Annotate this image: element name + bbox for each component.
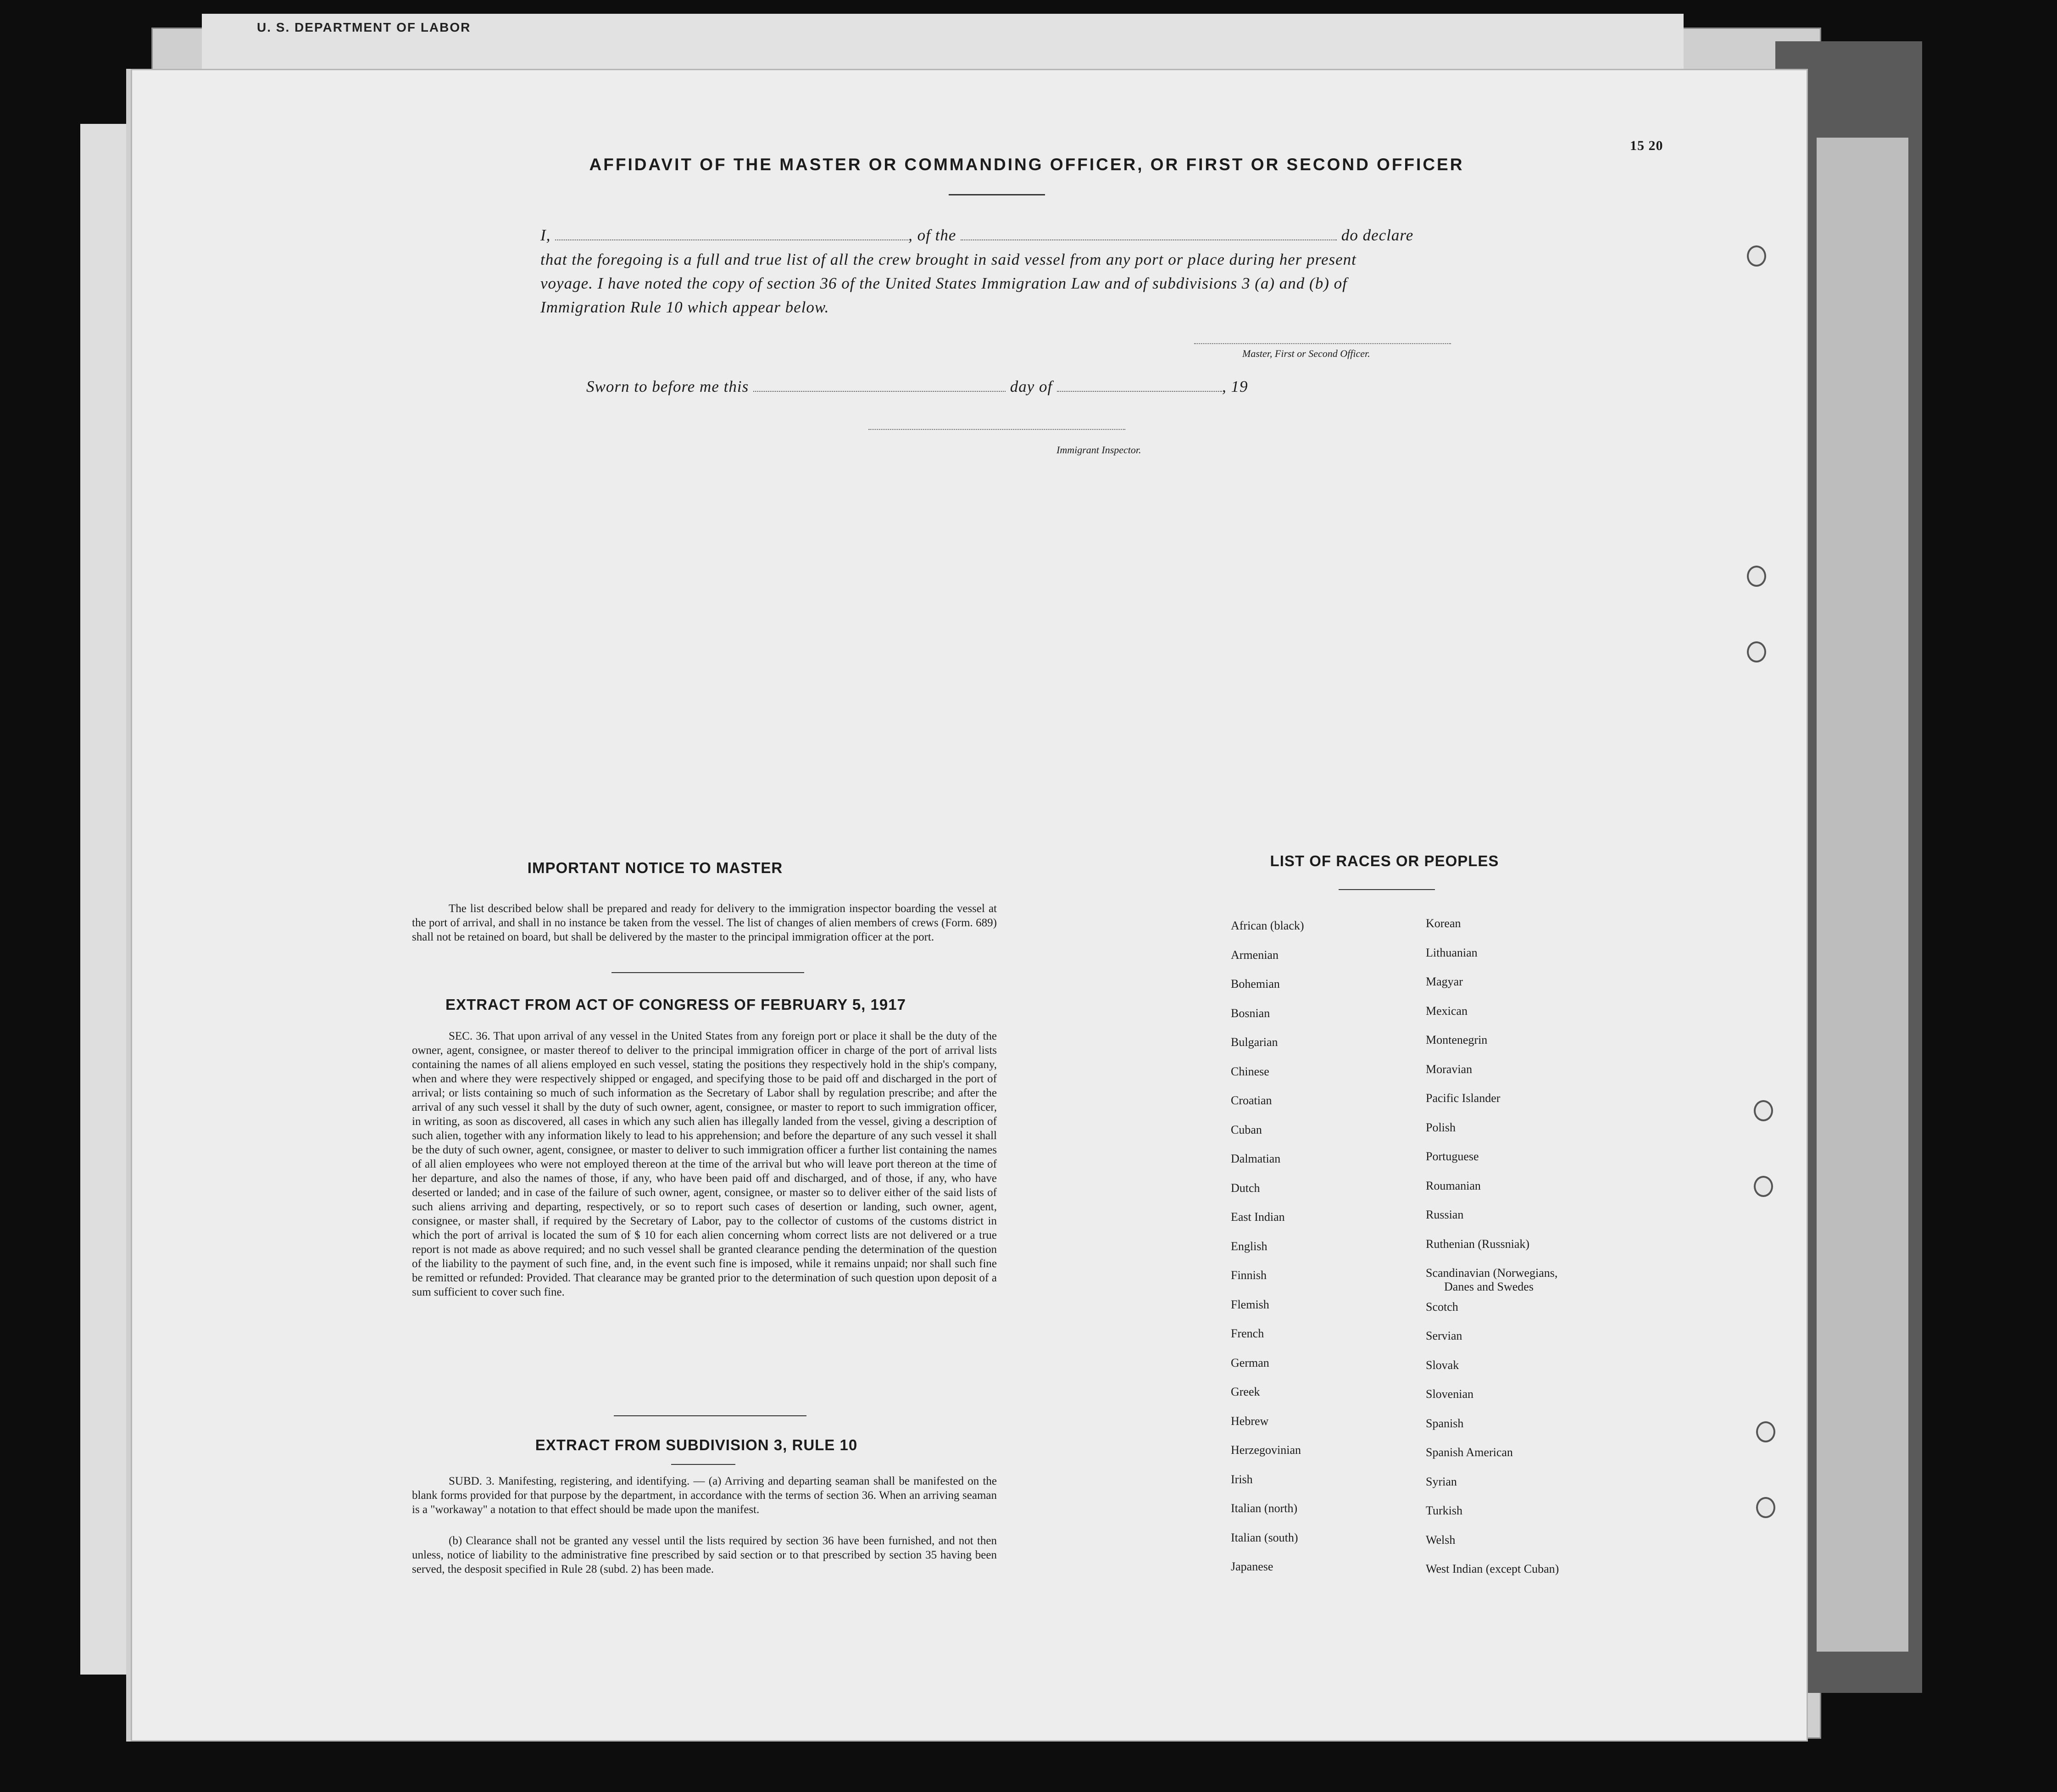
- race-item: Scandinavian (Norwegians,: [1426, 1266, 1558, 1280]
- race-item: East Indian: [1231, 1210, 1285, 1224]
- race-item: Roumanian: [1426, 1179, 1481, 1192]
- sworn-day-blank: [753, 391, 1006, 392]
- race-item: Slovak: [1426, 1358, 1459, 1372]
- rule-text-b: (b) Clearance shall not be granted any vessel until the lists required by section 36 have been furnished, and not then unless, notice of liability to the administrative fine prescribed by said section or to that prescribed by section 35 having been served, the desposit specified in Rule 28 (subd. 2) has been made.: [412, 1535, 997, 1575]
- affidavit-line-3: voyage. I have noted the copy of section 36 of the United States Immigration Law and of subdivisions 3 (a) and (b) of: [540, 274, 1347, 292]
- master-signature-line: [1194, 343, 1451, 344]
- notice-title: IMPORTANT NOTICE TO MASTER: [527, 859, 783, 876]
- binder-hole-icon: [1754, 1100, 1773, 1121]
- races-rule: [1339, 889, 1435, 890]
- race-item: Portuguese: [1426, 1150, 1479, 1163]
- race-item: Irish: [1231, 1472, 1253, 1486]
- race-item: Danes and Swedes: [1444, 1280, 1534, 1293]
- binder-hole-icon: [1747, 245, 1766, 267]
- races-title: LIST OF RACES OR PEOPLES: [1270, 852, 1499, 869]
- race-item: Italian (north): [1231, 1502, 1298, 1515]
- race-item: Welsh: [1426, 1533, 1456, 1547]
- race-item: Chinese: [1231, 1064, 1269, 1078]
- race-item: Moravian: [1426, 1062, 1473, 1076]
- race-item: Ruthenian (Russniak): [1426, 1237, 1530, 1251]
- race-item: Slovenian: [1426, 1387, 1473, 1401]
- inspector-signature-line: [868, 429, 1125, 430]
- binder-hole-icon: [1754, 1176, 1773, 1197]
- race-item: Japanese: [1231, 1560, 1273, 1573]
- race-item: Magyar: [1426, 975, 1463, 988]
- vessel-blank: [961, 239, 1337, 240]
- race-item: Greek: [1231, 1385, 1260, 1398]
- name-blank: [555, 239, 908, 240]
- race-item: Polish: [1426, 1120, 1456, 1134]
- binder-hole-icon: [1747, 566, 1766, 587]
- race-item: Scotch: [1426, 1300, 1458, 1313]
- inspector-caption: Immigrant Inspector.: [1056, 444, 1141, 456]
- race-item: Bulgarian: [1231, 1035, 1278, 1049]
- affidavit-page: [131, 69, 1808, 1742]
- sworn-month-blank: [1057, 391, 1222, 392]
- race-item: Armenian: [1231, 948, 1279, 962]
- race-item: Spanish American: [1426, 1446, 1513, 1459]
- race-item: Finnish: [1231, 1269, 1267, 1282]
- rule-title: EXTRACT FROM SUBDIVISION 3, RULE 10: [535, 1436, 858, 1453]
- binder-hole-icon: [1747, 641, 1766, 662]
- race-item: Pacific Islander: [1426, 1091, 1501, 1105]
- affidavit-line-2: that the foregoing is a full and true list of all the crew brought in said vessel from any port or place during her present: [540, 250, 1357, 268]
- race-item: Montenegrin: [1426, 1033, 1488, 1046]
- race-item: French: [1231, 1327, 1264, 1340]
- race-item: Russian: [1426, 1208, 1464, 1221]
- affidavit-line-1: [540, 224, 1586, 247]
- title-rule: [949, 194, 1045, 195]
- sworn-day-of: day of: [1010, 378, 1053, 395]
- aff-declare: do declare: [1341, 226, 1414, 244]
- sworn-line: [586, 375, 1412, 398]
- affidavit-title: AFFIDAVIT OF THE MASTER OR COMMANDING OFFICER, OR FIRST OR SECOND OFFICER: [589, 155, 1464, 174]
- aff-i: I,: [540, 226, 551, 244]
- affidavit-line-4: Immigration Rule 10 which appear below.: [540, 298, 829, 316]
- notice-rule: [612, 972, 804, 973]
- act-text: SEC. 36. That upon arrival of any vessel in the United States from any foreign port or place it shall be the duty of the owner, agent, consignee, or master thereof to deliver to the principal immigration officer in charge of the port of arrival lists containing the names of all aliens employed en such vessel, stating the positions they respectively hold in the ship's company, when and where they were respectively shipped or engaged, and specifying those to be paid off and discharged in the port of arrival; or lists containing so much of such information as the Secretary of Labor shall by regulation prescribe; and after the arrival of any such vessel it shall by the duty of such owner, agent, consignee, or master to report to such immigration officer, in writing, as soon as discovered, all cases in which any such alien has illegally landed from the vessel, giving a description of such alien, together with any information likely to lead to his apprehension; and before the departure of any such vessel it shall be the duty of such owner, agent, consignee, or master to deliver to such immigration officer a further list containing the names of all alien employees who were not employed thereon at the time of the arrival but who will leave port thereon at the time of her departure, and also the names of those, if any, who have been paid off and discharged, and of those, if any, who have deserted or landed; and in case of the failure of such owner, agent, consignee, or master so to deliver either of the said lists of such aliens arriving and departing, respectively, or so to report such cases of desertion or landing, such owner, agent, consignee, or master shall, if required by the Secretary of Labor, pay to the collector of customs of the customs district in which the port of arrival is located the sum of $ 10 for each alien concerning whom correct lists are not delivered or a true report is not made as above required; and no such vessel shall be granted clearance pending the determination of the question of the liability to the payment of such fine, and, in the event such fine is imposed, while it remains unpaid; nor shall such fine be remitted or refunded: Provided. That clearance may be granted prior to the determination of such question upon deposit of a sum sufficient to cover such fine.: [412, 1030, 997, 1298]
- race-item: Cuban: [1231, 1123, 1262, 1136]
- race-item: West Indian (except Cuban): [1426, 1562, 1559, 1575]
- race-item: German: [1231, 1356, 1269, 1369]
- race-item: Bosnian: [1231, 1006, 1270, 1020]
- race-item: Lithuanian: [1426, 946, 1478, 959]
- race-item: Croatian: [1231, 1094, 1272, 1107]
- race-item: Dalmatian: [1231, 1152, 1281, 1165]
- master-caption: Master, First or Second Officer.: [1242, 348, 1370, 359]
- race-item: Syrian: [1426, 1475, 1457, 1488]
- sworn-label: Sworn to before me this: [586, 378, 749, 395]
- race-item: African (black): [1231, 919, 1304, 932]
- notice-text: The list described below shall be prepared and ready for delivery to the immigration inspector boarding the vessel at the port of arrival, and shall in no instance be taken from the vessel. The list of changes of alien members of crews (Form. 689) shall not be retained on board, but shall be delivered by the master to the principal immigration officer at the port.: [412, 902, 997, 943]
- race-item: Flemish: [1231, 1297, 1269, 1311]
- race-item: Hebrew: [1231, 1414, 1269, 1428]
- race-item: Mexican: [1426, 1004, 1468, 1018]
- race-item: Italian (south): [1231, 1530, 1298, 1544]
- aff-of-the: , of the: [908, 226, 956, 244]
- race-item: Servian: [1426, 1329, 1462, 1342]
- sworn-year: , 19: [1222, 378, 1248, 395]
- race-item: Herzegovinian: [1231, 1443, 1301, 1457]
- act-title: EXTRACT FROM ACT OF CONGRESS OF FEBRUARY 5, 1917: [445, 996, 906, 1013]
- page-number: 15 20: [1630, 138, 1663, 153]
- race-item: Korean: [1426, 917, 1461, 930]
- race-item: Dutch: [1231, 1181, 1260, 1195]
- race-item: Spanish: [1426, 1416, 1464, 1430]
- race-item: Turkish: [1426, 1504, 1462, 1517]
- act-rule: [614, 1415, 806, 1416]
- binder-hole-icon: [1756, 1497, 1775, 1518]
- race-item: English: [1231, 1239, 1268, 1253]
- rule-text-a: SUBD. 3. Manifesting, registering, and identifying. — (a) Arriving and departing seaman shall be manifested on the blank forms provided for that purpose by the department, in accordance with the terms of section 36. When an arriving seaman is a "workaway" a notation to that effect should be made upon the manifest.: [412, 1475, 997, 1516]
- race-item: Bohemian: [1231, 977, 1280, 991]
- rule-title-underline: [671, 1464, 735, 1465]
- right-ledger-sheet: [1817, 138, 1908, 1652]
- binder-hole-icon: [1756, 1421, 1775, 1442]
- department-header: U. S. DEPARTMENT OF LABOR: [257, 20, 471, 34]
